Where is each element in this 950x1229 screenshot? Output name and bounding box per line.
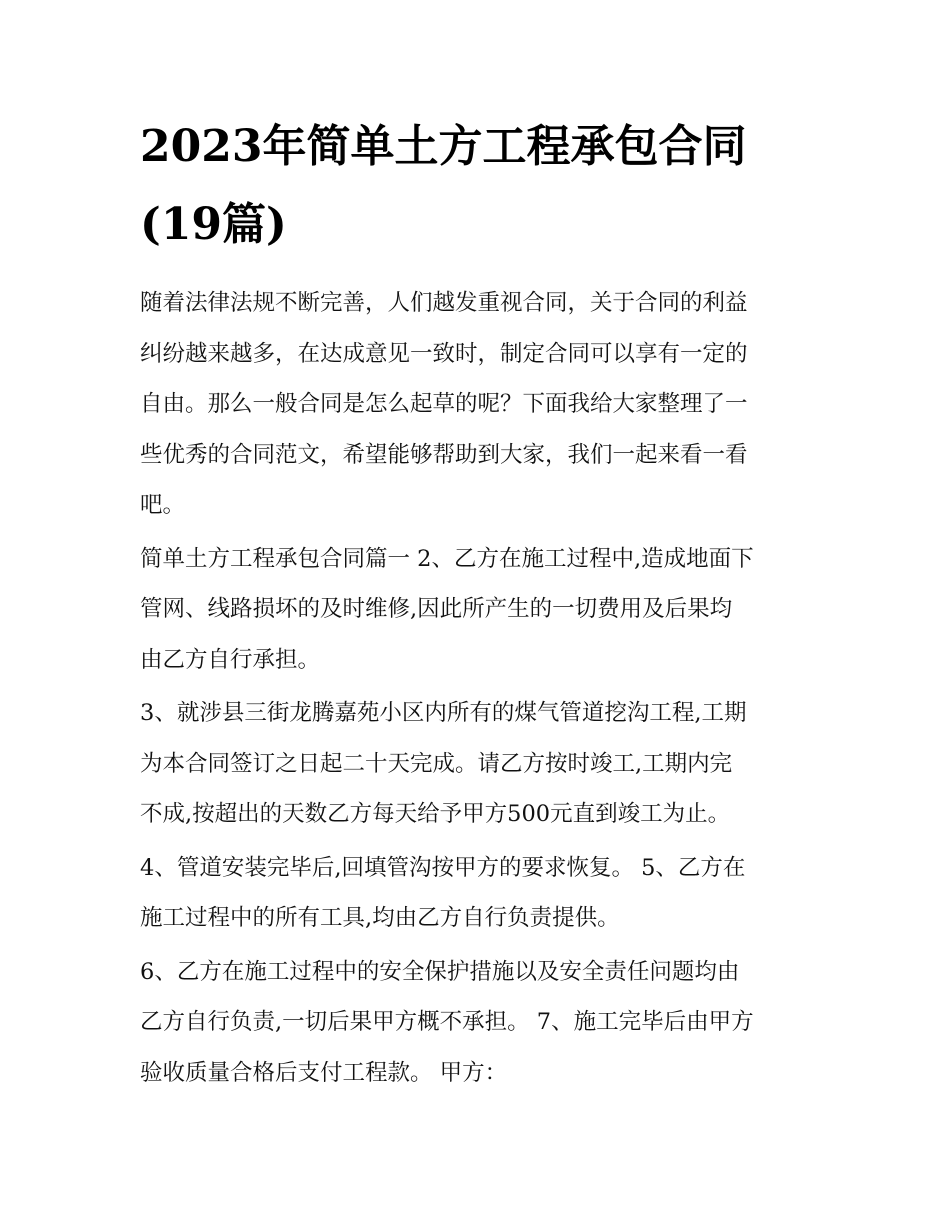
document-title (140, 108, 840, 264)
text-line: 管网、线路损坏的及时维修,因此所产生的一切费用及后果均 (140, 596, 733, 622)
text-line: 随着法律法规不断完善，人们越发重视合同，关于合同的利益 (140, 290, 748, 316)
text-line: 些优秀的合同范文，希望能够帮助到大家，我们一起来看一看 (140, 441, 748, 468)
text-line: 纠纷越来越多，在达成意见一致时，制定合同可以享有一定的 (140, 340, 748, 367)
text-line: 6、乙方在施工过程中的安全保护措施以及安全责任问题均由 (140, 958, 740, 985)
text-line: 自由。那么一般合同是怎么起草的呢？下面我给大家整理了一 (140, 391, 748, 417)
title-line: (19篇) (140, 199, 287, 250)
paragraph-intro (140, 278, 820, 531)
paragraph-clause-2 (140, 534, 820, 686)
paragraph-clause-4-5 (140, 843, 820, 944)
document-body (140, 278, 820, 1101)
paragraph-clause-6-7 (140, 947, 820, 1099)
paragraph-clause-3 (140, 688, 820, 840)
text-line: 为本合同签订之日起二十天完成。请乙方按时竣工,工期内完 (140, 750, 733, 777)
title-line: 2023年简单土方工程承包合同 (140, 121, 747, 172)
text-line: 验收质量合格后支付工程款。 甲方： (140, 1059, 508, 1086)
text-line: 3、就涉县三街龙腾嘉苑小区内所有的煤气管道挖沟工程,工期 (140, 700, 747, 726)
text-line: 不成,按超出的天数乙方每天给予甲方500元直到竣工为止。 (140, 801, 731, 827)
text-line: 乙方自行负责,一切后果甲方概不承担。 7、施工完毕后由甲方 (140, 1009, 754, 1035)
text-line: 由乙方自行承担。 (140, 646, 321, 673)
text-line: 4、管道安装完毕后,回填管沟按甲方的要求恢复。 5、乙方在 (140, 854, 746, 881)
text-line: 吧。 (140, 492, 186, 518)
text-line: 简单土方工程承包合同篇一 2、乙方在施工过程中,造成地面下 (140, 545, 754, 572)
text-line: 施工过程中的所有工具,均由乙方自行负责提供。 (140, 905, 620, 931)
